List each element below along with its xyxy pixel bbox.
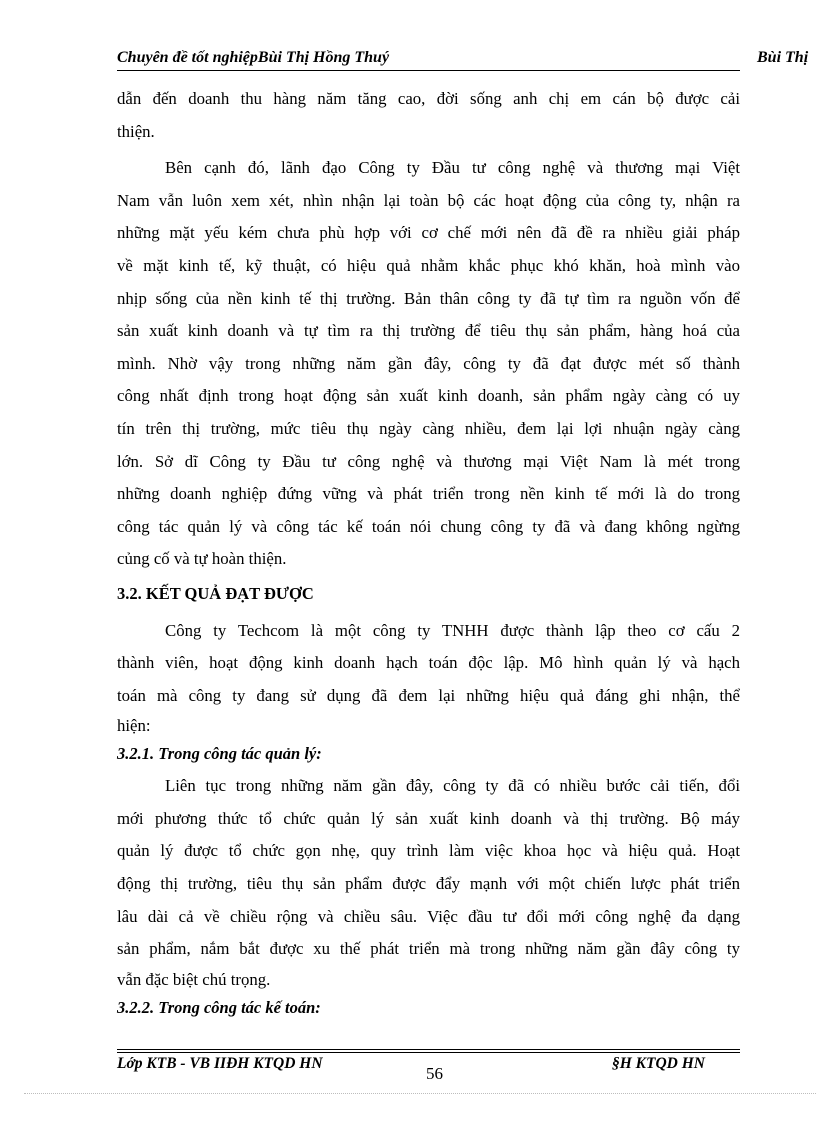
text-line: động thị trường, tiêu thụ sản phẩm được đẩy mạnh với một chiến lược phát triển — [117, 874, 740, 894]
text-line: thành viên, hoạt động kinh doanh hạch toán độc lập. Mô hình quản lý và hạch — [117, 653, 740, 673]
text-line: Bên cạnh đó, lãnh đạo Công ty Đầu tư công nghệ và thương mại Việt — [165, 158, 740, 178]
text-line: về mặt kinh tế, kỹ thuật, có hiệu quả nhằm khắc phục khó khăn, hoà mình vào — [117, 255, 740, 275]
text-line: thiện. — [117, 121, 155, 141]
text-line: củng cố và tự hoàn thiện. — [117, 549, 287, 569]
text-line: mới phương thức tổ chức quản lý sản xuất kinh doanh và thị trường. Bộ máy — [117, 808, 740, 828]
footer-rule — [117, 1049, 740, 1050]
text-line: công nhất định trong hoạt động sản xuất kinh doanh, sản phẩm ngày càng có uy — [117, 386, 740, 406]
page-header — [117, 49, 816, 73]
paragraph-1 — [117, 83, 740, 148]
text-line: công tác quản lý và công tác kế toán nói chung công ty đã và đang không ngừng — [117, 516, 740, 536]
page-number: 56 — [426, 1064, 443, 1083]
text-line: những mặt yếu kém chưa phù hợp với cơ chế mới nên đã đề ra nhiều giải pháp — [117, 223, 740, 243]
header-author-truncated: Bùi Thị — [757, 49, 809, 66]
paragraph-4 — [117, 770, 740, 994]
footer-class-label: Lớp KTB - VB IIĐH KTQD HN — [117, 1055, 323, 1072]
text-line: nhịp sống của nền kinh tế thị trường. Bản thân công ty đã tự tìm ra nguồn vốn để — [117, 288, 740, 308]
text-line: Liên tục trong những năm gần đây, công ty đã có nhiều bước cải tiến, đổi — [165, 776, 740, 796]
paragraph-2 — [117, 152, 740, 576]
text-line: lớn. Sở dĩ Công ty Đầu tư công nghệ và thương mại Việt Nam là mét trong — [117, 451, 740, 471]
text-line: mình. Nhờ vậy trong những năm gần đây, công ty đã đạt được mét số thành — [117, 353, 740, 373]
text-line: quản lý được tổ chức gọn nhẹ, quy trình làm việc khoa học và hiệu quả. Hoạt — [117, 841, 740, 861]
page-bottom-dotted-border — [24, 1093, 816, 1094]
text-line: toán mà công ty đang sử dụng đã đem lại những hiệu quả đáng ghi nhận, thể — [117, 685, 740, 705]
header-rule — [117, 70, 740, 71]
subsection-heading-3-2-2: 3.2.2. Trong công tác kế toán: — [117, 997, 321, 1017]
text-line: Công ty Techcom là một công ty TNHH được thành lập theo cơ cấu 2 — [165, 620, 740, 640]
paragraph-3 — [117, 615, 740, 741]
footer-rule — [117, 1052, 740, 1053]
document-body — [117, 83, 740, 1022]
subsection-heading-3-2-1: 3.2.1. Trong công tác quản lý: — [117, 744, 322, 764]
footer-university-label: §H KTQD HN — [612, 1055, 705, 1072]
text-line: những doanh nghiệp đứng vững và phát triển trong nền kinh tế mới là do trong — [117, 484, 740, 504]
text-line: lâu dài cả về chiều rộng và chiều sâu. Việc đầu tư đổi mới công nghệ đa dạng — [117, 906, 740, 926]
header-title: Chuyên đề tốt nghiệpBùi Thị Hồng Thuý — [117, 49, 390, 66]
text-line: sản xuất kinh doanh và tự tìm ra thị trường để tiêu thụ sản phẩm, hàng hoá của — [117, 321, 740, 341]
text-line: tín trên thị trường, mức tiêu thụ ngày càng nhiều, đem lại lợi nhuận ngày càng — [117, 418, 740, 438]
text-line: hiện: — [117, 716, 151, 736]
text-line: dẫn đến doanh thu hàng năm tăng cao, đời sống anh chị em cán bộ được cải — [117, 89, 740, 108]
section-heading-3-2: 3.2. KẾT QUẢ ĐẠT ĐƯỢC — [117, 583, 314, 603]
text-line: vẫn đặc biệt chú trọng. — [117, 969, 271, 989]
text-line: sản phẩm, nắm bắt được xu thế phát triển mà trong những năm gần đây công ty — [117, 939, 740, 959]
text-line: Nam vẫn luôn xem xét, nhìn nhận lại toàn bộ các hoạt động của công ty, nhận ra — [117, 190, 740, 210]
